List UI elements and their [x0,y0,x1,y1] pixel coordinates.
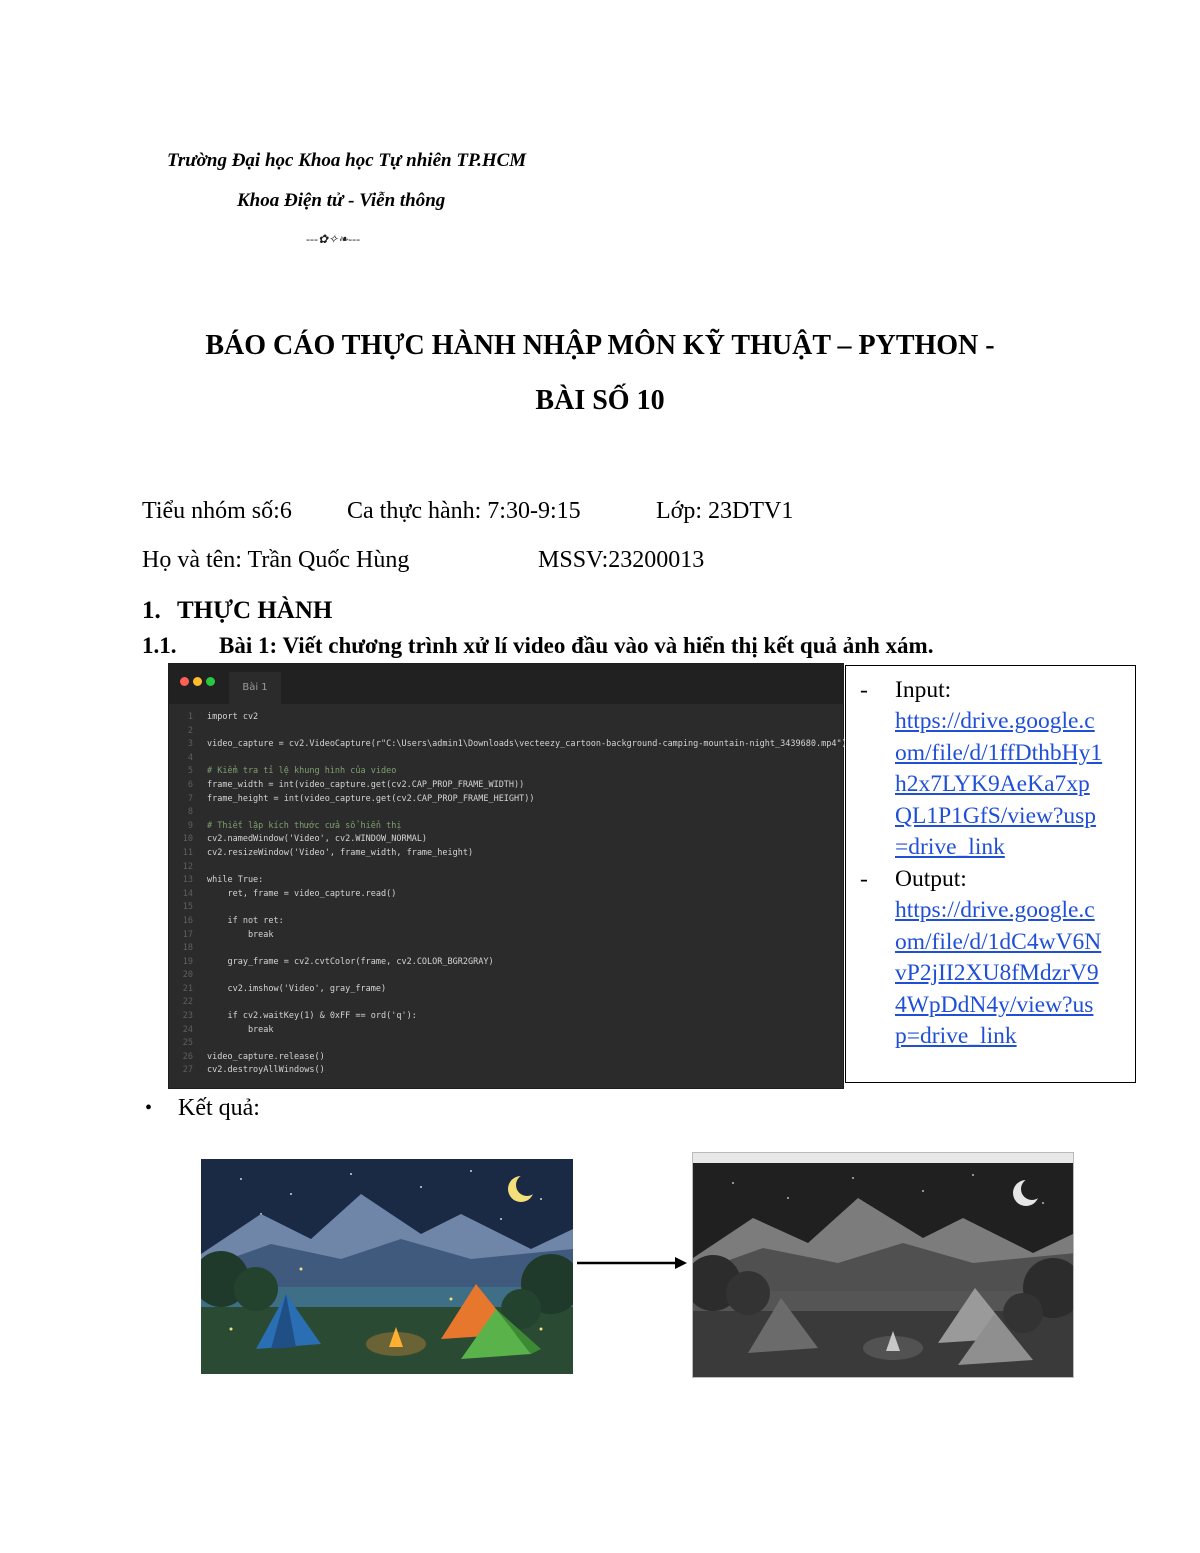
ornament: ---✿✧❧--- [306,232,361,246]
code-line-number: 3 [187,739,193,750]
code-line-number: 22 [182,997,193,1008]
code-line-text: ret, frame = video_capture.read() [207,888,397,899]
code-tab: Bài 1 [229,672,281,704]
links-box [845,665,1136,1083]
subsection-title: Bài 1: Viết chương trình xử lí video đầu vào và hiển thị kết quả ảnh xám. [219,633,934,658]
university-name: Trường Đại học Khoa học Tự nhiên TP.HCM [167,150,527,171]
output-label: Output: [895,866,967,892]
student-id: MSSV:23200013 [538,547,705,573]
code-line [169,765,843,779]
code-line [169,806,843,820]
code-line [169,752,843,766]
output-link-line[interactable]: om/file/d/1dC4wV6N [895,929,1102,955]
group-number: Tiểu nhóm số:6 [142,498,292,524]
input-frame-image [201,1159,573,1374]
code-line-number: 8 [187,807,193,818]
code-titlebar [169,664,843,704]
code-line-number: 25 [182,1038,193,1049]
code-line-text: frame_height = int(video_capture.get(cv2.CAP_PROP_FRAME_HEIGHT)) [207,793,535,804]
output-link-line[interactable]: p=drive_link [895,1023,1017,1049]
code-lines [169,711,847,1078]
code-line [169,929,843,943]
code-line-number: 21 [182,983,193,994]
code-line-number: 19 [182,956,193,967]
code-line [169,969,843,983]
code-line-number: 18 [182,943,193,954]
class-name: Lớp: 23DTV1 [656,498,794,524]
close-dot-icon [180,677,189,686]
input-link-line[interactable]: QL1P1GfS/view?usp [895,803,1097,829]
code-line-number: 12 [182,861,193,872]
code-line-text: break [207,929,274,940]
output-link-line[interactable]: https://drive.google.c [895,897,1095,923]
code-line [169,996,843,1010]
report-title-line2: BÀI SỐ 10 [535,385,665,416]
maximize-dot-icon [206,677,215,686]
code-line-text: if cv2.waitKey(1) & 0xFF == ord('q'): [207,1011,417,1022]
report-title-line1: BÁO CÁO THỰC HÀNH NHẬP MÔN KỸ THUẬT – PYTHON - [205,330,995,361]
code-line-text: break [207,1024,274,1035]
minimize-dot-icon [193,677,202,686]
input-link-line[interactable]: om/file/d/1ffDthbHy1 [895,740,1103,766]
code-line-number: 20 [182,970,193,981]
code-screenshot [168,663,847,1089]
code-line [169,793,843,807]
section-number: 1. [142,597,161,624]
result-bullet: • [145,1097,153,1119]
section-title: THỰC HÀNH [177,597,333,624]
faculty-name: Khoa Điện tử - Viễn thông [237,190,446,211]
code-line [169,983,843,997]
code-line-number: 26 [182,1051,193,1062]
code-line-text: # Kiểm tra tỉ lệ khung hình của video [207,766,397,777]
subsection-number: 1.1. [142,633,177,658]
code-line-number: 1 [187,712,193,722]
student-name: Họ và tên: Trần Quốc Hùng [142,547,410,573]
code-line [169,861,843,875]
code-line-number: 4 [187,752,193,763]
code-line-number: 7 [187,793,193,804]
code-line [169,847,843,861]
code-line [169,1051,843,1065]
code-line-number: 11 [182,847,193,858]
code-line-number: 9 [187,820,193,831]
practice-session: Ca thực hành: 7:30-9:15 [347,498,581,524]
camping-scene-gray [693,1153,1074,1378]
code-line [169,1064,843,1078]
code-line-text: cv2.imshow('Video', gray_frame) [207,983,387,994]
result-label: Kết quả: [178,1095,260,1121]
code-line-text: if not ret: [207,915,284,926]
input-label: Input: [895,677,952,703]
code-line-number: 2 [187,725,193,736]
code-line [169,915,843,929]
code-line-text: gray_frame = cv2.cvtColor(frame, cv2.COLOR_BGR2GRAY) [207,956,494,967]
code-line-number: 10 [182,834,193,845]
input-link-line[interactable]: h2x7LYK9AeKa7xp [895,771,1090,797]
code-line-number: 14 [182,888,193,899]
input-dash: - [860,677,868,703]
code-line [169,725,843,739]
code-line-number: 13 [182,875,193,886]
code-line-text: cv2.destroyAllWindows() [207,1065,325,1076]
code-line [169,779,843,793]
code-line [169,956,843,970]
code-line [169,711,843,725]
output-dash: - [860,866,868,892]
code-line-number: 15 [182,902,193,913]
code-line [169,901,843,915]
code-line [169,820,843,834]
code-line-text: cv2.resizeWindow('Video', frame_width, frame_height) [207,847,474,858]
code-line [169,1010,843,1024]
code-line [169,942,843,956]
code-line-text: # Thiết lập kích thước cửa sổ hiển thị [207,820,402,831]
camping-scene-color [201,1159,573,1374]
output-link-line[interactable]: vP2jII2XU8fMdzrV9 [895,960,1099,986]
code-line [169,833,843,847]
code-line-number: 27 [182,1065,193,1076]
code-line-text: cv2.namedWindow('Video', cv2.WINDOW_NORMAL) [207,834,428,845]
input-link-line[interactable]: =drive_link [895,834,1005,860]
code-line [169,738,847,752]
code-line-text: frame_width = int(video_capture.get(cv2.CAP_PROP_FRAME_WIDTH)) [207,779,525,790]
code-line [169,1024,843,1038]
code-line-number: 24 [182,1024,193,1035]
code-line [169,874,843,888]
code-line-number: 17 [182,929,193,940]
input-link-line[interactable]: https://drive.google.c [895,708,1095,734]
code-line [169,1037,843,1051]
code-line [169,888,843,902]
code-line-text: while True: [207,875,264,886]
output-frame-image [692,1152,1074,1378]
code-line-number: 6 [187,779,193,790]
code-line-number: 23 [182,1011,193,1022]
code-line-text: import cv2 [207,712,259,722]
code-line-number: 5 [187,766,193,777]
code-line-text: video_capture = cv2.VideoCapture(r"C:\Users\admin1\Downloads\vecteezy_cartoon-background-camping-mountain-night_3439680.mp4") [207,739,847,750]
code-line-number: 16 [182,915,193,926]
output-link-line[interactable]: 4WpDdN4y/view?us [895,992,1094,1018]
code-line-text: video_capture.release() [207,1051,325,1062]
arrow-icon [577,1255,687,1271]
